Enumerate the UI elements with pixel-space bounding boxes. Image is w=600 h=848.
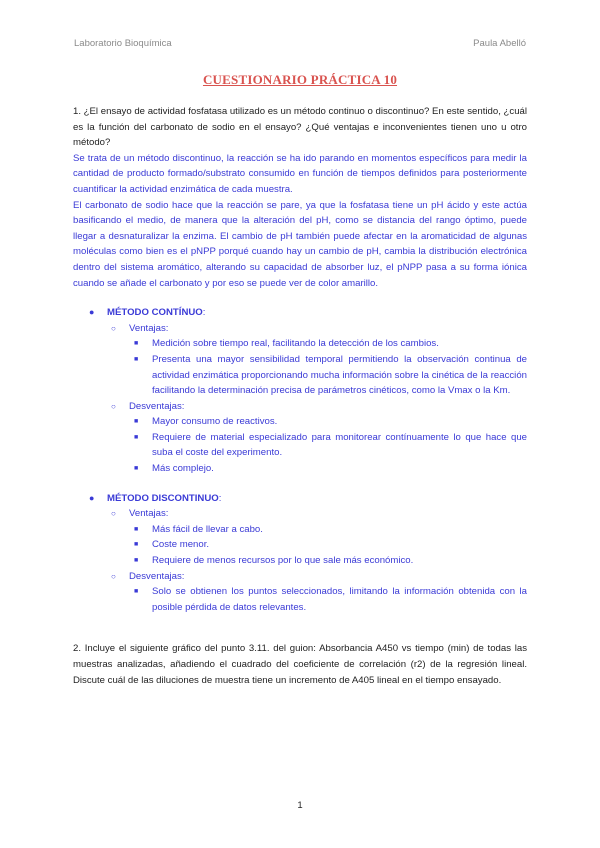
square-bullet-icon: ■ <box>134 340 139 348</box>
continuo-desventajas-label: Desventajas: <box>129 400 185 412</box>
answer-1-paragraph-2: El carbonato de sodio hace que la reacción se pare, ya que la fosfatasa tiene un pH ácido y este actúa basificando el medio, de manera que la alteración del pH, como se distancia del rango óptimo, puede llegar a desnaturalizar la enzima. El cambio de pH también puede afectar en la aromaticidad de algunas moléculas como bien es el pNPP porqué cuando hay un cambio de pH, cambia la distribución electrónica dentro del sistema aromático, alterando su capacidad de absorber luz, el pNPP pasa a su forma iónica cuando se añade el carbonato y por eso se puede ver de color amarillo. <box>73 199 527 289</box>
question-1: 1. ¿El ensayo de actividad fosfatasa utilizado es un método continuo o discontinuo? En este sentido, ¿cuál es la función del carbonato de sodio en el ensayo? ¿Qué ventajas e inconvenientes tienen uno u otro método? <box>73 106 527 149</box>
circle-bullet-icon: ○ <box>111 509 116 519</box>
header-right: Paula Abelló <box>473 38 526 49</box>
list-item: ■ Medición sobre tiempo real, facilitando la detección de los cambios. <box>129 336 527 352</box>
method-continuo-label: MÉTODO CONTÍNUO <box>107 307 203 319</box>
square-bullet-icon: ■ <box>134 465 139 473</box>
square-bullet-icon: ■ <box>134 588 139 596</box>
list-item: ■ Requiere de material especializado para monitorear contínuamente lo que hace que suba el coste del experimento. <box>134 431 527 459</box>
bullet-icon: ● <box>89 307 95 318</box>
bullet-icon: ● <box>89 492 95 503</box>
list-item: ■ Coste menor. <box>129 537 527 553</box>
square-bullet-icon: ■ <box>134 433 139 441</box>
continuo-desventajas <box>107 399 527 477</box>
discontinuo-ventajas <box>107 506 527 568</box>
list-item: ■ Más complejo. <box>129 461 527 477</box>
list-item: ■ Requiere de menos recursos por lo que sale más económico. <box>129 553 527 569</box>
continuo-ventajas <box>107 321 527 399</box>
answer-1-paragraph-1: Se trata de un método discontinuo, la reacción se ha ido parando en momentos específicos para medir la cantidad de producto formado/substrato consumido en función de tiempos definidos para posteriormente cuantificar la actividad enzimática de cada muestra. <box>73 152 527 195</box>
discontinuo-ventajas-label: Ventajas: <box>129 508 169 520</box>
page-title: CUESTIONARIO PRÁCTICA 10 <box>202 72 398 87</box>
circle-bullet-icon: ○ <box>111 401 116 411</box>
square-bullet-icon: ■ <box>134 355 139 363</box>
method-discontinuo: ● MÉTODO DISCONTINUO: ○ Ventajas: ■ Más fácil de llevar a cabo. ■ Coste menor. ■ Requiere de menos recursos por lo que sale más económico. ○ Desventajas: ■ Solo se obtienen los puntos seleccionados, limitando la información obtenida con la posible pérdida de datos relevantes. <box>73 491 527 616</box>
list-item: ■ Mayor consumo de reactivos. <box>129 414 527 430</box>
page-number: 1 <box>297 800 303 811</box>
square-bullet-icon: ■ <box>134 525 139 533</box>
list-item: ■ Solo se obtienen los puntos seleccionados, limitando la información obtenida con la posible pérdida de datos relevantes. <box>134 586 527 613</box>
document-body <box>73 104 527 688</box>
list-item: ■ Presenta una mayor sensibilidad temporal permitiendo la observación continua de actividad enzimática proporcionando mucha información sobre la cinética de la reacción facilitando la determinación precisa de parámetros cinéticos, como la Vmax o la Km. <box>134 353 527 397</box>
square-bullet-icon: ■ <box>134 557 139 565</box>
square-bullet-icon: ■ <box>134 418 139 426</box>
method-continuo: ● MÉTODO CONTÍNUO: ○ Ventajas: ■ Medición sobre tiempo real, facilitando la detección de los cambios. ■ Presenta una mayor sensibilidad temporal permitiendo la observación continua de actividad enzimática proporcionando mucha información sobre la cinética de la reacción facilitando la determinación precisa de parámetros cinéticos, como la Vmax o la Km. ○ Desventajas: ■ Mayor consumo de reactivos. ■ Requiere de material especializado para monitorear contínuamente lo que hace que suba el coste del experimento. ■ Más complejo. <box>73 305 527 477</box>
question-2: 2. Incluye el siguiente gráfico del punto 3.11. del guion: Absorbancia A450 vs tiempo (min) de todas las muestras analizadas, añadiendo el cuadrado del coeficiente de correlación (r2) de la regresión lineal. Discute cuál de las diluciones de muestra tiene un incremento de A405 lineal en el tiempo ensayado. <box>73 643 527 686</box>
circle-bullet-icon: ○ <box>111 571 116 581</box>
methods-list <box>73 305 527 615</box>
list-item: ■ Más fácil de llevar a cabo. <box>129 522 527 538</box>
square-bullet-icon: ■ <box>134 541 139 549</box>
header-left: Laboratorio Bioquímica <box>74 38 172 49</box>
discontinuo-desventajas <box>107 569 527 616</box>
discontinuo-desventajas-label: Desventajas: <box>129 570 185 582</box>
circle-bullet-icon: ○ <box>111 323 116 333</box>
method-discontinuo-label: MÉTODO DISCONTINUO <box>107 492 219 504</box>
continuo-ventajas-label: Ventajas: <box>129 322 169 334</box>
